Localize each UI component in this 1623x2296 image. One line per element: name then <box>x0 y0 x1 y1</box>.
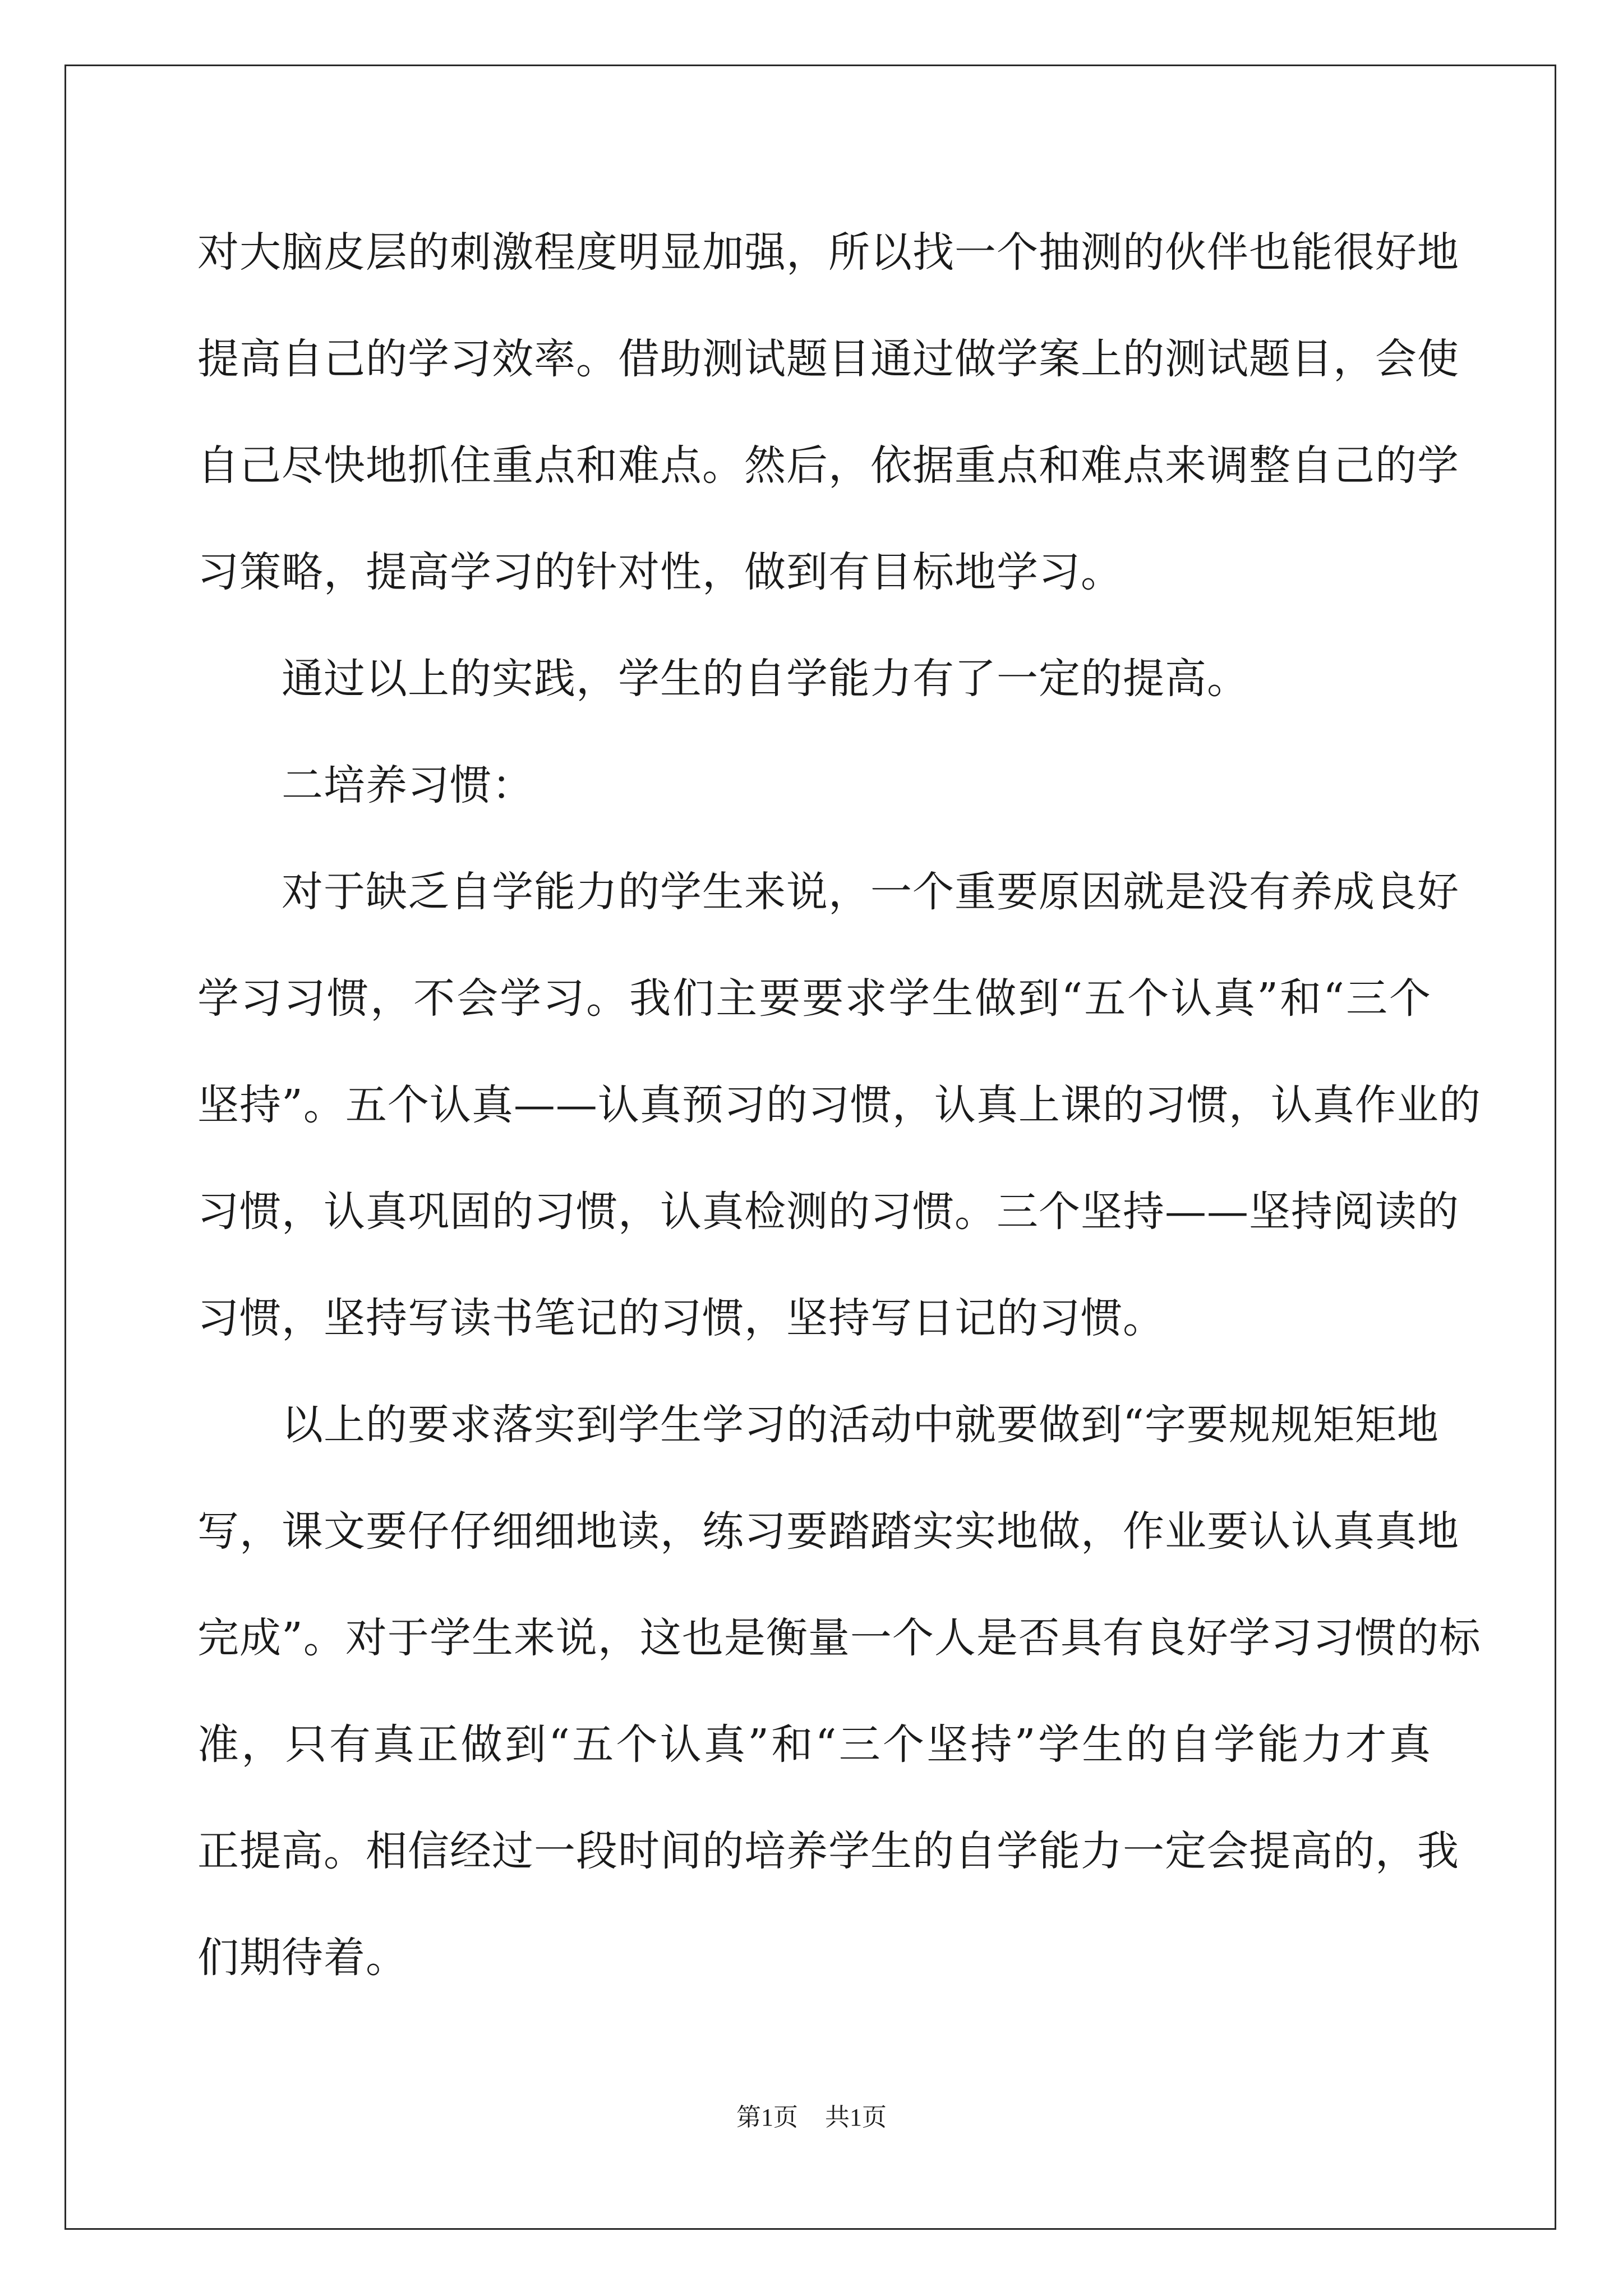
text-line: 们期待着。 <box>197 1934 408 1982</box>
page-footer <box>0 2101 1623 2134</box>
text-line: 自己尽快地抓住重点和难点。然后，依据重点和难点来调整自己的学 <box>197 441 1459 490</box>
text-line: 学习习惯，不会学习。我们主要要求学生做到“五个认真”和“三个 <box>197 974 1431 1023</box>
page-number: 第1页 <box>736 2104 798 2131</box>
text-line: 准，只有真正做到“五个认真”和“三个坚持”学生的自学能力才真 <box>197 1720 1431 1769</box>
text-line: 习策略，提高学习的针对性，做到有目标地学习。 <box>197 548 1123 596</box>
text-line: 对大脑皮层的刺激程度明显加强，所以找一个抽测的伙伴也能很好地 <box>197 228 1459 277</box>
text-line: 以上的要求落实到学生学习的活动中就要做到“字要规规矩矩地 <box>282 1401 1439 1449</box>
document-body <box>197 222 1481 2033</box>
text-line: 通过以上的实践，学生的自学能力有了一定的提高。 <box>282 655 1249 703</box>
text-line: 对于缺乏自学能力的学生来说，一个重要原因就是没有养成良好 <box>282 868 1459 916</box>
text-line: 习惯，认真巩固的习惯，认真检测的习惯。三个坚持——坚持阅读的 <box>197 1188 1459 1236</box>
text-line: 完成”。对于学生来说，这也是衡量一个人是否具有良好学习习惯的标 <box>197 1614 1481 1662</box>
text-line: 正提高。相信经过一段时间的培养学生的自学能力一定会提高的，我 <box>197 1827 1459 1875</box>
page-total: 共1页 <box>825 2104 887 2131</box>
text-line: 写，课文要仔仔细细地读，练习要踏踏实实地做，作业要认认真真地 <box>197 1507 1459 1556</box>
text-line: 习惯，坚持写读书笔记的习惯，坚持写日记的习惯。 <box>197 1294 1165 1342</box>
section-heading: 二培养习惯： <box>282 761 534 809</box>
text-line: 提高自己的学习效率。借助测试题目通过做学案上的测试题目，会使 <box>197 335 1459 383</box>
text-line: 坚持”。五个认真——认真预习的习惯，认真上课的习惯，认真作业的 <box>197 1081 1481 1129</box>
